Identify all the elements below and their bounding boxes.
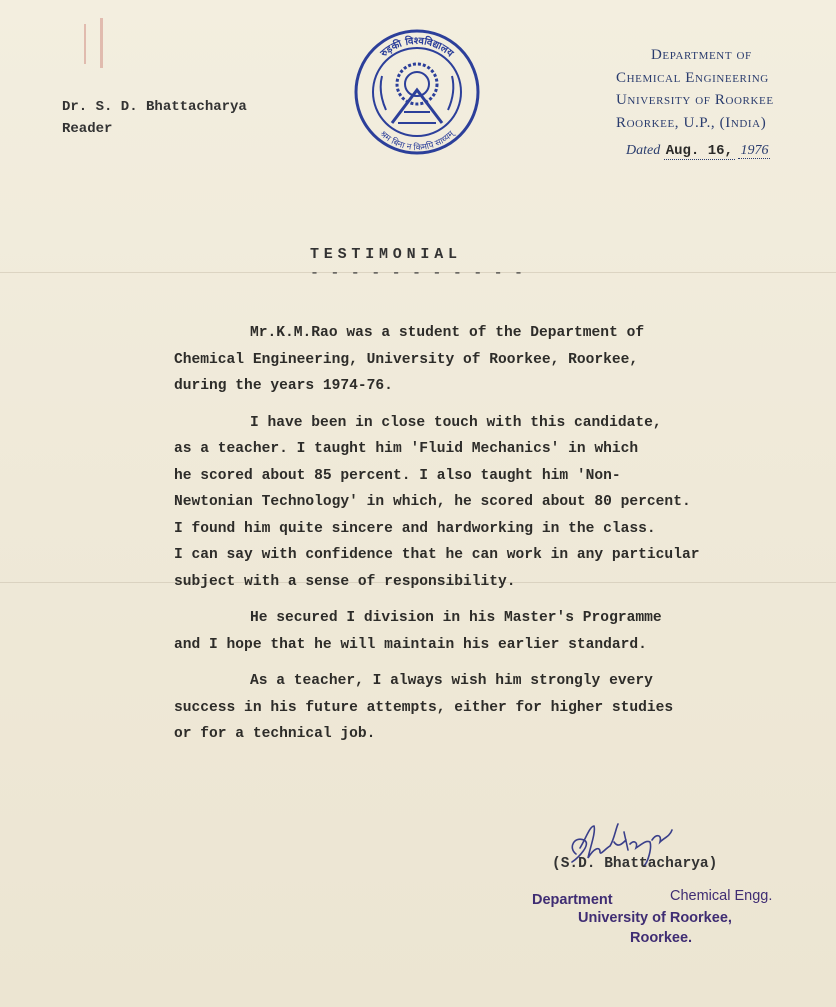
body-line: As a teacher, I always wish him strongly every xyxy=(250,673,653,689)
body-line: Newtonian Technology' in which, he scored about 80 percent. xyxy=(174,494,691,510)
letter-body xyxy=(174,320,794,758)
seal-text-top: रुड़की विश्वविद्यालय xyxy=(378,35,456,60)
stamp-department: Department xyxy=(532,892,613,908)
sender-block xyxy=(62,96,247,140)
letterhead-line-2: Chemical Engineering xyxy=(616,69,769,86)
body-line: success in his future attempts, either for higher studies xyxy=(174,699,674,716)
body-line: subject with a sense of responsibility. xyxy=(174,573,516,590)
date-value: Aug. 16, xyxy=(665,143,733,159)
dated-label: Dated xyxy=(626,143,661,158)
sender-designation: Reader xyxy=(62,121,113,137)
body-line: as a teacher. I taught him 'Fluid Mechanics' in which xyxy=(174,441,639,457)
seal-text-bottom: श्रम बिना न किमपि साध्यम् xyxy=(377,129,457,154)
date-year: 1976 xyxy=(740,143,769,158)
body-line: I have been in close touch with this candidate, xyxy=(250,414,662,431)
title-underline: - - - - - - - - - - - xyxy=(310,265,525,282)
typed-signatory-name: (S.D. Bhattacharya) xyxy=(552,856,718,872)
seal-emblem-icon xyxy=(352,28,482,158)
body-line: or for a technical job. xyxy=(174,726,376,742)
stamp-university: University of Roorkee, xyxy=(578,910,732,926)
ink-mark xyxy=(100,18,103,68)
paragraph-4 xyxy=(174,668,794,748)
svg-text:श्रम बिना न किमपि साध्यम् xyxy=(378,128,458,153)
date-line xyxy=(626,143,770,159)
letterhead-line-3: University of Roorkee xyxy=(616,92,774,108)
paragraph-1 xyxy=(174,320,794,400)
ink-mark xyxy=(84,24,86,64)
paragraph-3 xyxy=(174,605,794,658)
university-seal xyxy=(352,28,482,158)
stamp-city: Roorkee. xyxy=(630,930,693,946)
letterhead-line-4: Roorkee, U.P., (India) xyxy=(616,114,767,131)
body-line: and I hope that he will maintain his earlier standard. xyxy=(174,636,647,653)
body-line: He secured I division in his Master's Programme xyxy=(250,610,662,626)
body-line: I can say with confidence that he can work in any particular xyxy=(174,547,700,563)
body-line: he scored about 85 percent. I also taught him 'Non- xyxy=(174,467,621,484)
letterhead-line-1: Department of xyxy=(651,47,752,63)
body-line: during the years 1974-76. xyxy=(174,378,393,394)
body-line: Mr.K.M.Rao was a student of the Department of xyxy=(250,325,645,341)
document-title: TESTIMONIAL xyxy=(310,246,462,263)
sender-name: Dr. S. D. Bhattacharya xyxy=(62,99,247,115)
stamp-chemical-engg: Chemical Engg. xyxy=(670,888,773,904)
paragraph-2 xyxy=(174,410,794,596)
body-line: I found him quite sincere and hardworking in the class. xyxy=(174,520,656,537)
body-line: Chemical Engineering, University of Roorkee, Roorkee, xyxy=(174,351,639,368)
letterhead xyxy=(616,44,816,134)
